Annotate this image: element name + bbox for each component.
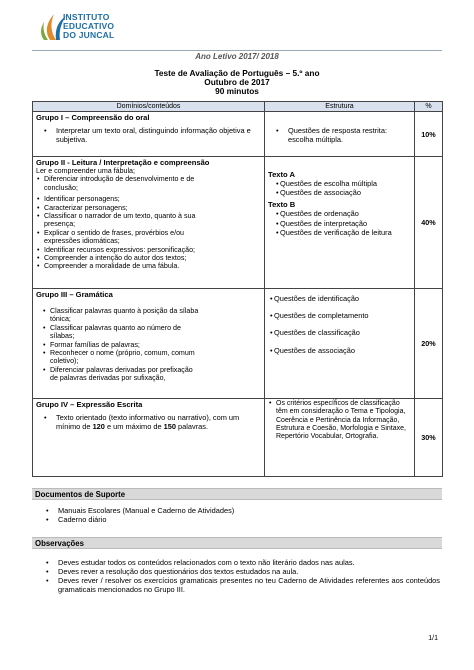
- notes-list: [44, 558, 440, 594]
- logo-text: [63, 13, 114, 40]
- list-item: • Questões de verificação de leitura: [268, 228, 411, 237]
- test-title: Teste de Avaliação de Português – 5.º ano: [154, 68, 320, 78]
- list-item: • Classificar palavras quanto à posição da sílaba tónica;: [42, 307, 201, 324]
- group-2-structure: [265, 157, 415, 289]
- table-row-group-2: [33, 157, 443, 289]
- list-item: • Formar famílias de palavras;: [42, 341, 201, 349]
- support-list: [44, 506, 440, 524]
- list-item: • Compreender a intenção do autor dos textos;: [36, 254, 261, 262]
- list-item: • Deves rever / resolver os exercícios gramaticais presentes no teu Caderno de Atividades referentes aos conteúdos gramaticais mencionados no Grupo III.: [44, 576, 440, 594]
- list-item: • Reconhecer o nome (próprio, comum, comum coletivo);: [42, 349, 201, 366]
- group-3-content: [33, 289, 265, 399]
- content-table: [32, 101, 443, 477]
- group-3-structure: [265, 289, 415, 399]
- header-divider: [32, 50, 442, 51]
- group-4-content: [33, 399, 265, 477]
- min-words: 120: [92, 422, 105, 432]
- group-2-percent: 40%: [415, 157, 443, 289]
- list-item: • Identificar recursos expressivos: personificação;: [36, 246, 261, 254]
- group-2-intro: Ler e compreender uma fábula;: [36, 167, 135, 175]
- list-item: • Questões de identificação: [262, 294, 411, 303]
- group-3-structure-list: [268, 294, 411, 355]
- list-item: • Classificar palavras quanto ao número de sílabas;: [42, 324, 201, 341]
- list-item: • Deves rever a resolução dos questionários dos textos estudados na aula.: [44, 567, 440, 576]
- group-1-structure: [265, 112, 415, 157]
- list-item: • Deves estudar todos os conteúdos relacionados com o texto não literário dados nas aulas.: [44, 558, 440, 567]
- group-1-content-list: [36, 126, 261, 144]
- test-date: Outubro de 2017: [204, 77, 270, 87]
- group-1-percent: 10%: [415, 112, 443, 157]
- group-3-percent: 20%: [415, 289, 443, 399]
- list-item: • Questões de associação: [262, 346, 411, 355]
- list-item: • Diferenciar introdução de desenvolvimento e de conclusão;: [36, 175, 261, 192]
- test-duration: 90 minutos: [215, 86, 259, 96]
- notes-section-header: [32, 537, 442, 549]
- group-4-title: Grupo IV – Expressão Escrita: [36, 400, 143, 409]
- max-words: 150: [163, 422, 176, 432]
- list-item: • Os critérios específicos de classificação têm em consideração o Tema e Tipologia, Coerência e Pertinência da Informação, Estrutura e Coesão, Morfologia e Sintaxe, Repertório Vocabular, Ortografia.: [268, 400, 407, 441]
- group-1-title: Grupo I – Compreensão do oral: [36, 113, 150, 122]
- group-2-content-list: [36, 175, 261, 270]
- list-item: • Classificar o narrador de um texto, quanto à sua presença;: [36, 212, 261, 229]
- school-year: Ano Letivo 2017/ 2018: [195, 52, 279, 61]
- support-section-header: [32, 488, 442, 500]
- col-header-structure: Estrutura: [265, 102, 415, 112]
- table-row-group-4: [33, 399, 443, 477]
- list-item: • Explicar o sentido de frases, provérbios e/ou expressões idiomáticas;: [36, 229, 261, 246]
- group-4-content-list: [36, 413, 261, 431]
- text-b-list: [268, 209, 411, 237]
- table-row-group-3: [33, 289, 443, 399]
- list-item: • Questões de associação: [268, 188, 411, 197]
- logo-line-3: DO JUNCAL: [63, 30, 115, 40]
- list-item: • Compreender a moralidade de uma fábula.: [36, 262, 261, 270]
- page-number: 1/1: [428, 635, 438, 642]
- group-1-content: [33, 112, 265, 157]
- text-b-title: Texto B: [268, 200, 296, 210]
- col-header-domains: Domínios/conteúdos: [33, 102, 265, 112]
- group-4-structure: [265, 399, 415, 477]
- list-item: • Questões de completamento: [262, 311, 411, 320]
- logo-line-1: INSTITUTO: [63, 12, 110, 22]
- list-item: • Caracterizar personagens;: [36, 204, 261, 212]
- table-row-group-1: [33, 112, 443, 157]
- support-title: Documentos de Suporte: [35, 490, 126, 499]
- list-item: • Questões de classificação: [262, 328, 411, 337]
- group-4-percent: 30%: [415, 399, 443, 477]
- text-a-title: Texto A: [268, 170, 296, 179]
- list-item: • Identificar personagens;: [36, 195, 261, 203]
- list-item: • Texto orientado (texto informativo ou narrativo), com um mínimo de 120 e um máximo de 150 palavras.: [36, 413, 249, 431]
- table-header-row: [33, 102, 443, 112]
- group-3-content-list: [36, 307, 261, 383]
- col-header-percent: %: [415, 102, 443, 112]
- group-4-structure-list: [268, 400, 411, 441]
- group-3-title: Grupo III – Gramática: [36, 290, 113, 299]
- notes-title: Observações: [35, 539, 84, 548]
- list-item: • Interpretar um texto oral, distinguindo informação objetiva e subjetiva.: [36, 126, 261, 144]
- list-item: • Diferenciar palavras derivadas por prefixação de palavras derivadas por sufixação,: [42, 366, 201, 383]
- list-item: • Caderno diário: [44, 515, 440, 524]
- list-item: • Questões de escolha múltipla: [268, 179, 411, 188]
- list-item: • Questões de interpretação: [268, 219, 411, 228]
- group-1-structure-list: [268, 126, 411, 144]
- list-item: • Questões de ordenação: [268, 209, 411, 218]
- text-a-list: [268, 179, 411, 197]
- list-item: • Manuais Escolares (Manual e Caderno de Atividades): [44, 506, 440, 515]
- group-2-content: [33, 157, 265, 289]
- list-item: • Questões de resposta restrita: escolha múltipla.: [268, 126, 411, 144]
- logo-line-2: EDUCATIVO: [63, 21, 115, 31]
- group-2-title: Grupo II - Leitura / Interpretação e compreensão: [36, 158, 210, 167]
